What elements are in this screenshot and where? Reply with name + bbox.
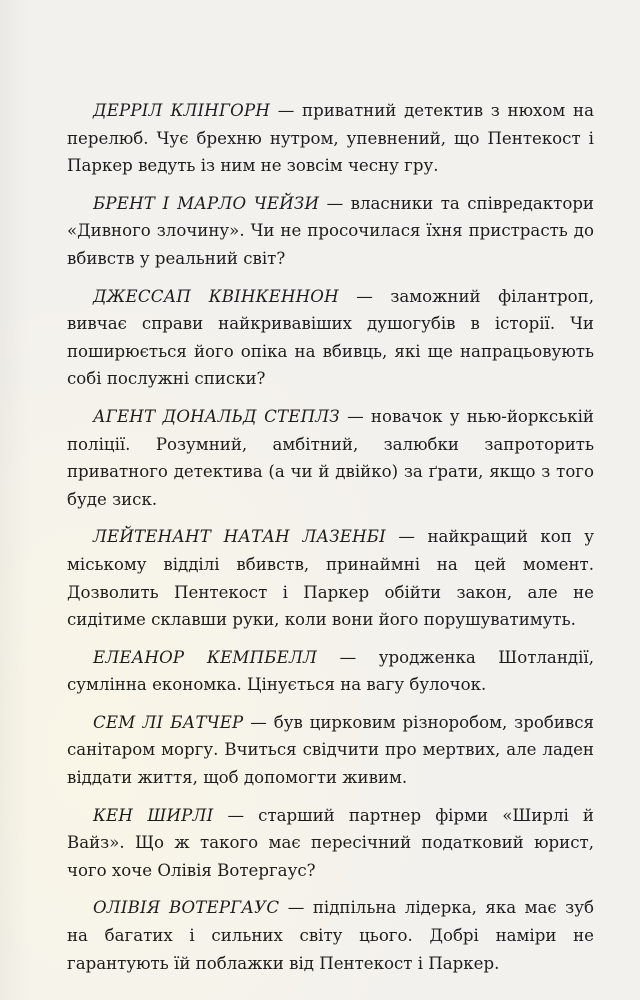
character-name: ЛЕЙТЕНАНТ НАТАН ЛАЗЕНБІ bbox=[93, 527, 386, 547]
character-name: АГЕНТ ДОНАЛЬД СТЕПЛЗ bbox=[93, 406, 340, 426]
character-entry bbox=[67, 190, 594, 273]
character-name: ЕЛЕАНОР КЕМПБЕЛЛ bbox=[93, 647, 318, 667]
character-entry bbox=[67, 97, 594, 180]
character-entry bbox=[67, 894, 594, 977]
character-description: — підпільна лідерка, яка має зуб на багатих і сильних світу цього. Добрі наміри не гарантують їй поблажки від Пентекост і Паркер. bbox=[67, 898, 594, 973]
character-description: — заможний філантроп, вивчає справи найкривавіших душогубів в історії. Чи поширюється його опіка на вбивць, які ще напрацьовують собі послужні списки? bbox=[67, 286, 595, 389]
character-name: КЕН ШИРЛІ bbox=[93, 805, 214, 825]
character-name: СЕМ ЛІ БАТЧЕР bbox=[93, 712, 244, 732]
character-description: — старший партнер фірми «Ширлі й Вайз». Що ж такого має пересічний податковий юрист, чого хоче Олівія Вотергаус? bbox=[67, 805, 594, 880]
character-entry bbox=[67, 802, 594, 885]
character-entry bbox=[67, 644, 594, 699]
character-entry bbox=[67, 403, 594, 513]
character-description: — приватний детектив з нюхом на перелюб. Чує брехню нутром, упевнений, що Пентекост і Паркер ведуть із ним не зовсім чесну гру. bbox=[67, 101, 594, 176]
character-entry bbox=[67, 523, 594, 633]
character-entry bbox=[67, 709, 594, 792]
character-name: БРЕНТ І МАРЛО ЧЕЙЗИ bbox=[93, 193, 320, 213]
character-list bbox=[67, 97, 594, 977]
character-name: ОЛІВІЯ ВОТЕРГАУС bbox=[93, 898, 280, 918]
character-description: — новачок у нью-йоркській поліції. Розумний, амбітний, залюбки запроторить приватного детектива (а чи й двійко) за ґрати, якщо з того буде зиск. bbox=[67, 406, 594, 509]
character-name: ДЖЕССАП КВІНКЕННОН bbox=[93, 286, 339, 306]
character-entry bbox=[67, 283, 594, 393]
character-description: — найкращий коп у міському відділі вбивств, принаймні на цей момент. Дозволить Пентекост і Паркер обійти закон, але не сидітиме склавши руки, коли вони його порушуватимуть. bbox=[67, 527, 594, 630]
character-description: — уродженка Шотландії, сумлінна економка. Цінується на вагу булочок. bbox=[67, 647, 594, 695]
character-description: — власники та співредактори «Дивного злочину». Чи не просочилася їхня пристрасть до вбивств у реальний світ? bbox=[67, 193, 594, 268]
character-name: ДЕРРІЛ КЛІНГОРН bbox=[93, 101, 270, 120]
character-description: — був цирковим різноробом, зробився санітаром моргу. Вчиться свідчити про мертвих, але ладен віддати життя, щоб допомогти живим. bbox=[67, 712, 594, 788]
